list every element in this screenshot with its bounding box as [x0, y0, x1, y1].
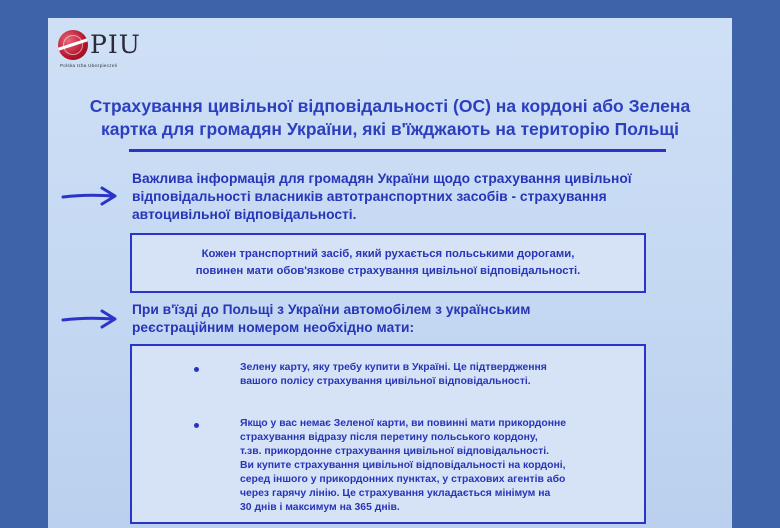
list-item-line: серед іншого у прикордонних пунктах, у страхових агентів або: [240, 474, 566, 485]
list-item-border-insurance: [240, 417, 566, 515]
title-line-2: картка для громадян України, які в'їжджають на територію Польщі: [101, 119, 679, 139]
info-box-line-2: повинен мати обов'язкове страхування цивільної відповідальності.: [195, 265, 581, 277]
list-item-line: страхування відразу після перетину польського кордону,: [240, 432, 538, 443]
entry-requirements-paragraph: [132, 301, 692, 337]
logo-subtitle: Polska Izba Ubezpieczeń: [60, 63, 118, 68]
info-box-mandatory-insurance: [130, 233, 646, 293]
bullet-icon: [194, 367, 199, 372]
list-item-line: Ви купите страхування цивільної відповідальності на кордоні,: [240, 460, 566, 471]
entry-line-1: При в'їзді до Польщі з України автомобілем з українським: [132, 302, 531, 317]
piu-logo: [58, 28, 178, 76]
document-title: [68, 95, 712, 141]
document-page: [48, 18, 732, 528]
intro-line-1: Важлива інформація для громадян України щодо страхування цивільної: [132, 171, 632, 186]
info-box-line-1: Кожен транспортний засіб, який рухається польськими дорогами,: [201, 248, 575, 260]
entry-line-2: реєстраційним номером необхідно мати:: [132, 320, 415, 335]
list-item-line: Зелену карту, яку требу купити в Україні. Це підтвердження: [240, 362, 547, 373]
right-arrow-icon: [60, 308, 120, 330]
list-item-line: вашого полісу страхування цивільної відповідальності.: [240, 376, 531, 387]
intro-line-2: відповідальності власників автотранспортних засобів - страхування: [132, 189, 607, 204]
right-arrow-icon: [60, 185, 120, 207]
list-item-green-card: [240, 361, 547, 389]
requirements-list-box: [130, 344, 646, 524]
list-item-line: т.зв. прикордонне страхування цивільної відповідальності.: [240, 446, 549, 457]
intro-line-3: автоцивільної відповідальності.: [132, 207, 357, 222]
logo-name: PIU: [90, 30, 141, 59]
title-line-1: Страхування цивільної відповідальності (ОС) на кордоні або Зелена: [89, 96, 691, 116]
intro-paragraph: [132, 170, 692, 224]
title-underline: [129, 149, 666, 152]
logo-emblem-icon: [58, 30, 88, 60]
info-box-text: [132, 246, 644, 280]
list-item-line: через гарячу лінію. Це страхування укладається мінімум на: [240, 488, 551, 499]
list-item-line: Якщо у вас немає Зеленої карти, ви повинні мати прикордонне: [240, 418, 567, 429]
list-item-line: 30 днів і максимум на 365 днів.: [240, 502, 400, 513]
bullet-icon: [194, 423, 199, 428]
